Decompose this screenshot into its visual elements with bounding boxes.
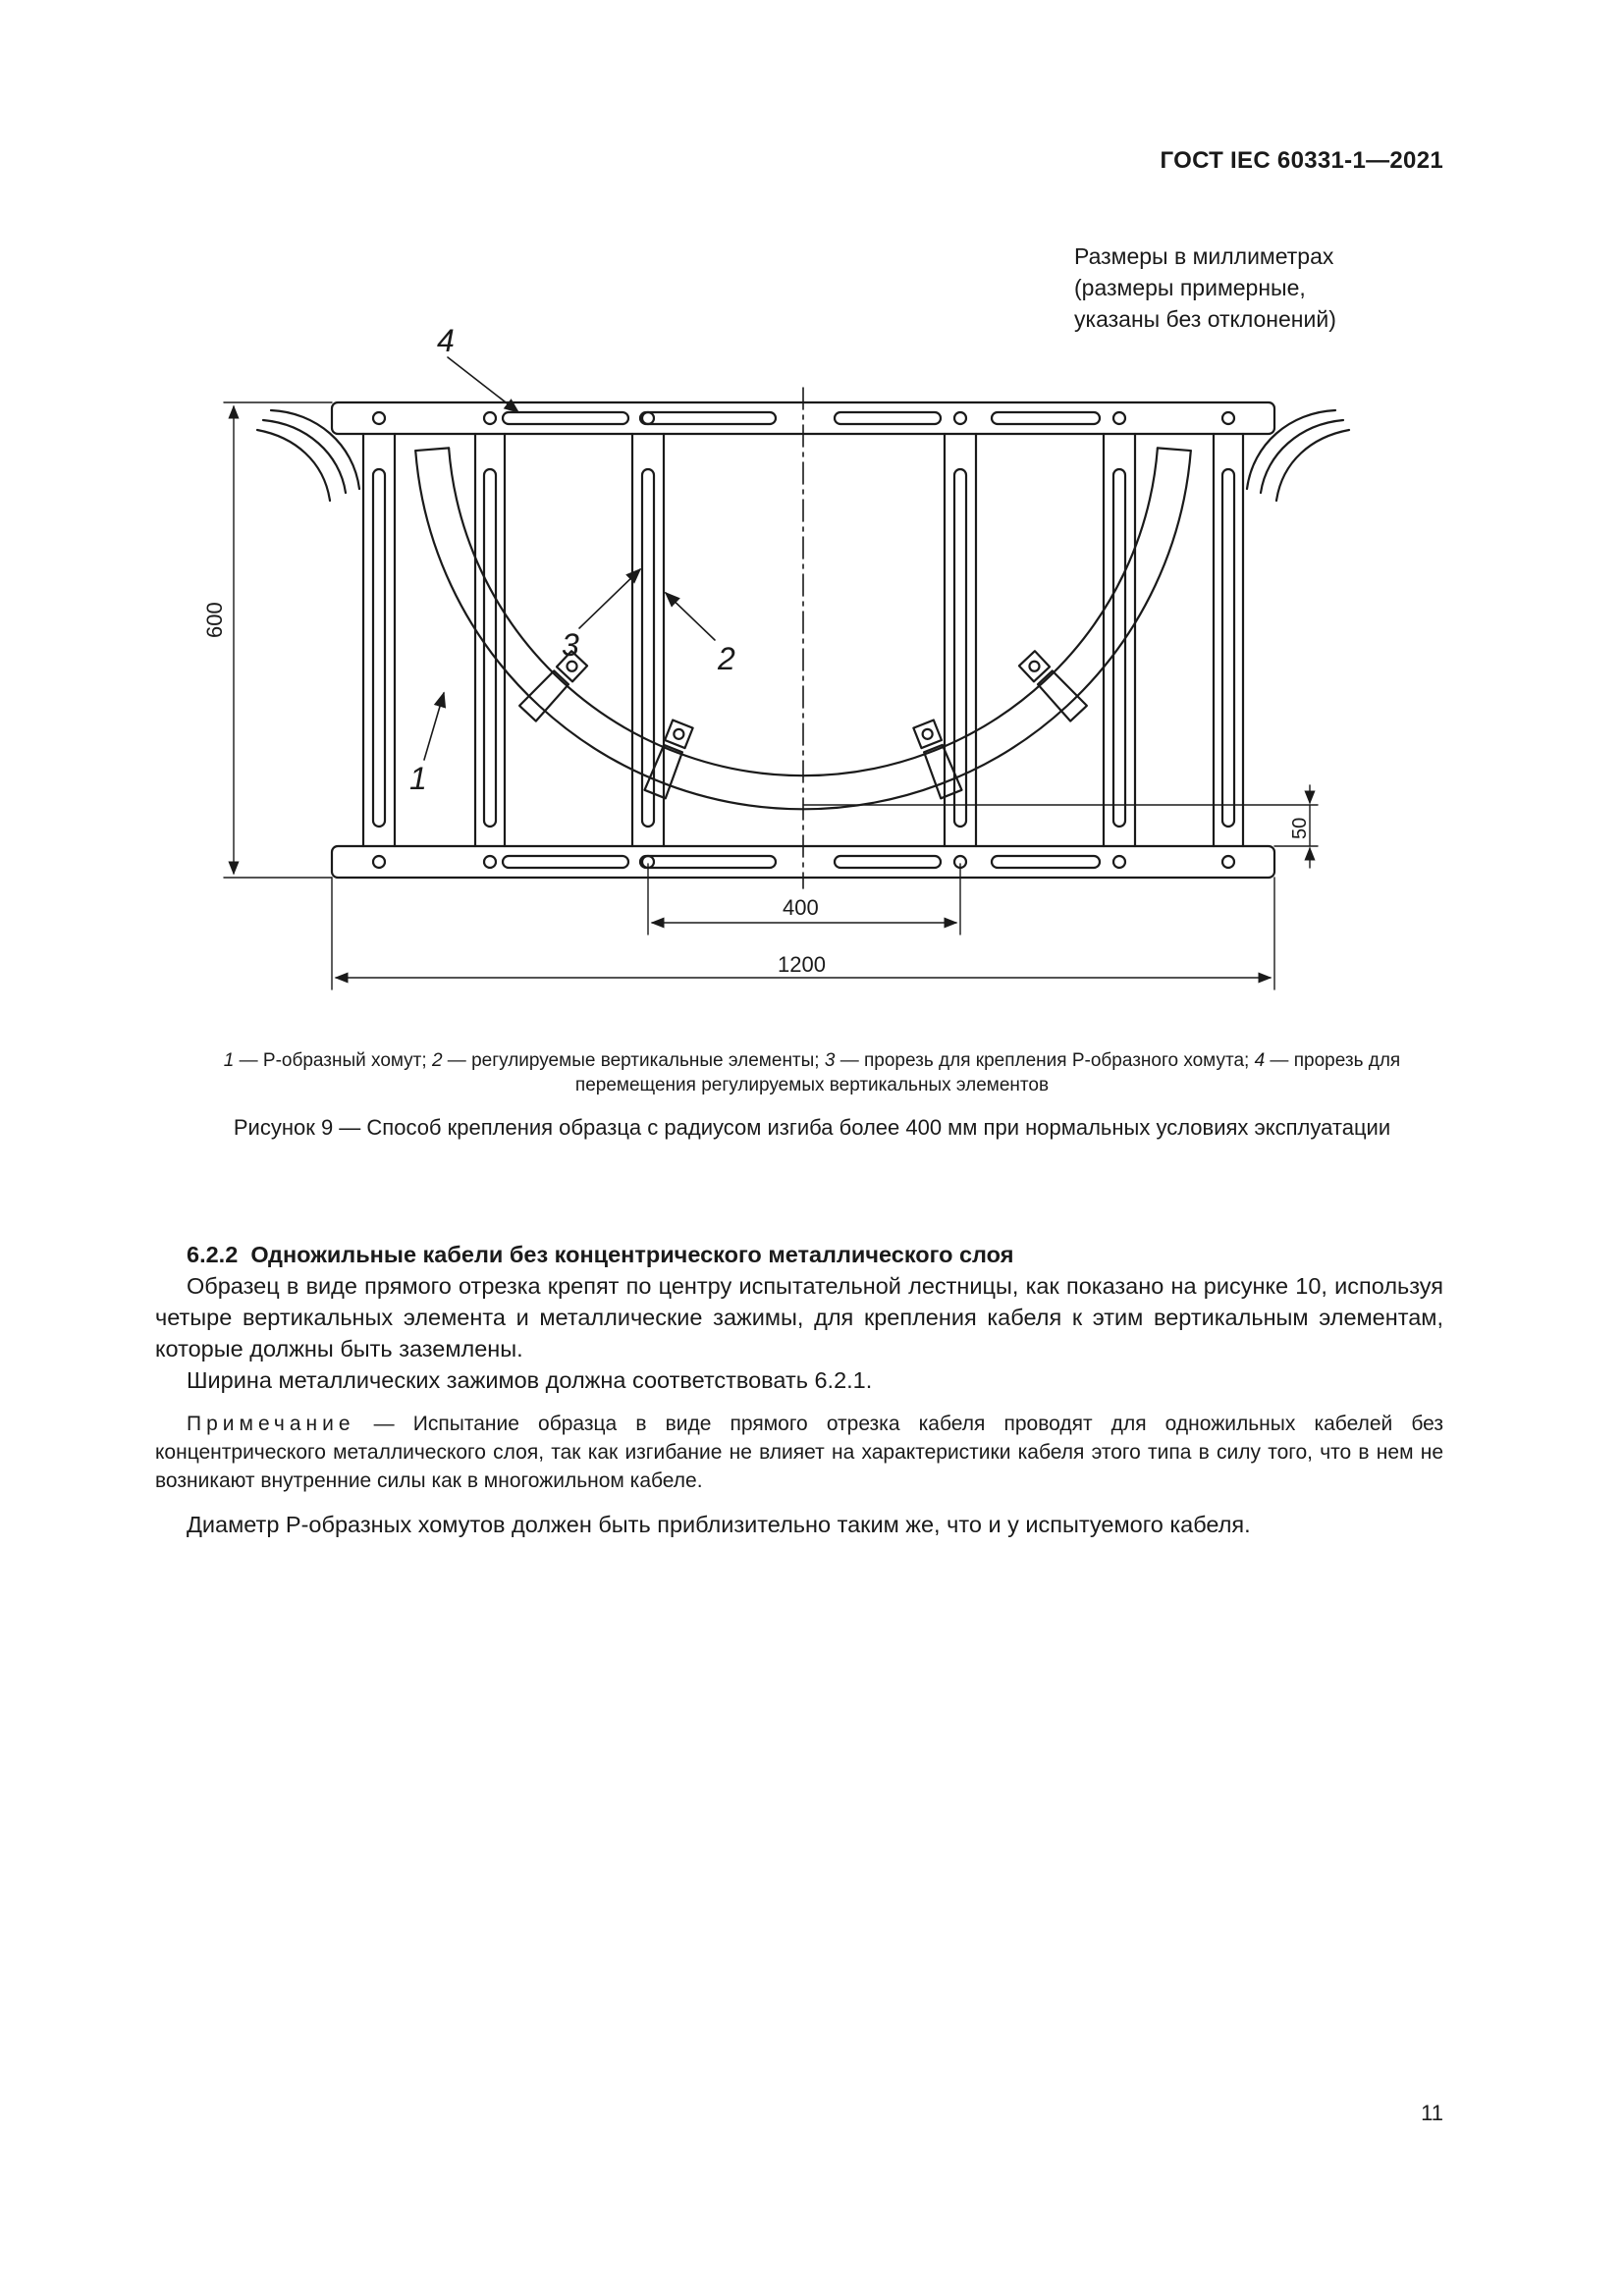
vertical-slot [373, 469, 385, 827]
figure-caption: Рисунок 9 — Способ крепления образца с радиусом изгиба более 400 мм при нормальных условиях эксплуатации [233, 1115, 1391, 1140]
clamp-screw [1029, 662, 1039, 671]
rail-slot [992, 412, 1100, 424]
leader-line [448, 357, 518, 412]
cable-end [1158, 448, 1191, 451]
callout-4: 4 [437, 323, 455, 358]
legend-text: — регулируемые вертикальные элементы; [442, 1050, 825, 1071]
legend-num: 3 [824, 1050, 836, 1071]
leader-line [666, 593, 715, 640]
dimensions-note-line: (размеры примерные, [1074, 275, 1306, 300]
clamp-screw [568, 662, 577, 671]
page-number: 11 [1421, 2101, 1443, 2125]
leader-line [424, 693, 444, 760]
document-code: ГОСТ IEC 60331-1—2021 [1160, 147, 1443, 174]
dimensions-note-line: Размеры в миллиметрах [1074, 243, 1334, 269]
body-text [155, 1239, 1443, 1540]
p-clamp [1038, 670, 1087, 721]
bolt-hole [1113, 856, 1125, 868]
cable-tail [1276, 430, 1349, 501]
cable-tail [271, 410, 359, 489]
rail-slot [835, 856, 941, 868]
legend-num: 2 [431, 1050, 443, 1071]
bolt-hole [1222, 412, 1234, 424]
rail-slot [640, 856, 776, 868]
callout-3: 3 [562, 627, 579, 663]
rail-slot [503, 412, 628, 424]
clamp-screw [674, 729, 683, 739]
legend-text: — прорезь для крепления Р-образного хомута; [835, 1050, 1255, 1071]
dim-1200: 1200 [778, 952, 826, 977]
callout-1: 1 [409, 761, 427, 796]
rail-slot [835, 412, 941, 424]
dim-600: 600 [202, 602, 227, 638]
bolt-hole [1222, 856, 1234, 868]
figure-9 [0, 0, 1624, 1041]
bolt-hole [954, 412, 966, 424]
p-clamp [519, 670, 568, 721]
vertical-slot [484, 469, 496, 827]
dim-400: 400 [783, 895, 819, 920]
cable-end [415, 448, 449, 451]
bolt-hole [484, 412, 496, 424]
figure-legend [191, 1048, 1433, 1097]
leader-line [579, 569, 640, 628]
bolt-hole [642, 412, 654, 424]
cable-tail [1247, 410, 1335, 489]
legend-num: 1 [223, 1050, 235, 1071]
dim-50: 50 [1289, 817, 1311, 839]
callout-2: 2 [718, 641, 735, 676]
section-title: Одножильные кабели без концентрического металлического слоя [250, 1242, 1014, 1267]
legend-text: — Р-образный хомут; [234, 1050, 432, 1071]
section-number: 6.2.2 [187, 1242, 239, 1267]
bolt-hole [373, 412, 385, 424]
clamp-screw [923, 729, 933, 739]
legend-text: — прорезь для перемещения регулируемых вертикальных элементов [574, 1050, 1401, 1095]
bolt-hole [484, 856, 496, 868]
legend-num: 4 [1254, 1050, 1266, 1071]
paragraph: Ширина металлических зажимов должна соответствовать 6.2.1. [187, 1367, 873, 1393]
note-label: Примечание [187, 1413, 355, 1435]
dimensions-note [1074, 240, 1467, 335]
clamp-tab [665, 721, 693, 749]
rail-slot [992, 856, 1100, 868]
vertical-slot [1222, 469, 1234, 827]
bolt-hole [1113, 412, 1125, 424]
ladder-drawing [0, 0, 1624, 1041]
note-text: — Испытание образца в виде прямого отрезка кабеля проводят для одножильных кабелей без концентрического металлического слоя, так как изгибание не влияет на характеристики кабеля этого типа в силу того, что в нем не возникают внутренние силы как в многожильном кабеле. [155, 1413, 1443, 1492]
rail-slot [503, 856, 628, 868]
vertical-slot [954, 469, 966, 827]
section-heading [155, 1239, 1443, 1270]
paragraph: Образец в виде прямого отрезка крепят по центру испытательной лестницы, как показано на рисунке 10, используя четыре вертикальных элемента и металлические зажимы, для крепления кабеля к этим вертикальным элементам, которые должны быть заземлены. [155, 1273, 1443, 1362]
note [155, 1410, 1443, 1495]
cable-tail [257, 430, 330, 501]
paragraph: Диаметр Р-образных хомутов должен быть приблизительно таким же, что и у испытуемого кабеля. [187, 1512, 1251, 1537]
rail-slot [640, 412, 776, 424]
dimensions-note-line: указаны без отклонений) [1074, 306, 1336, 332]
bolt-hole [373, 856, 385, 868]
clamp-tab [913, 721, 942, 749]
